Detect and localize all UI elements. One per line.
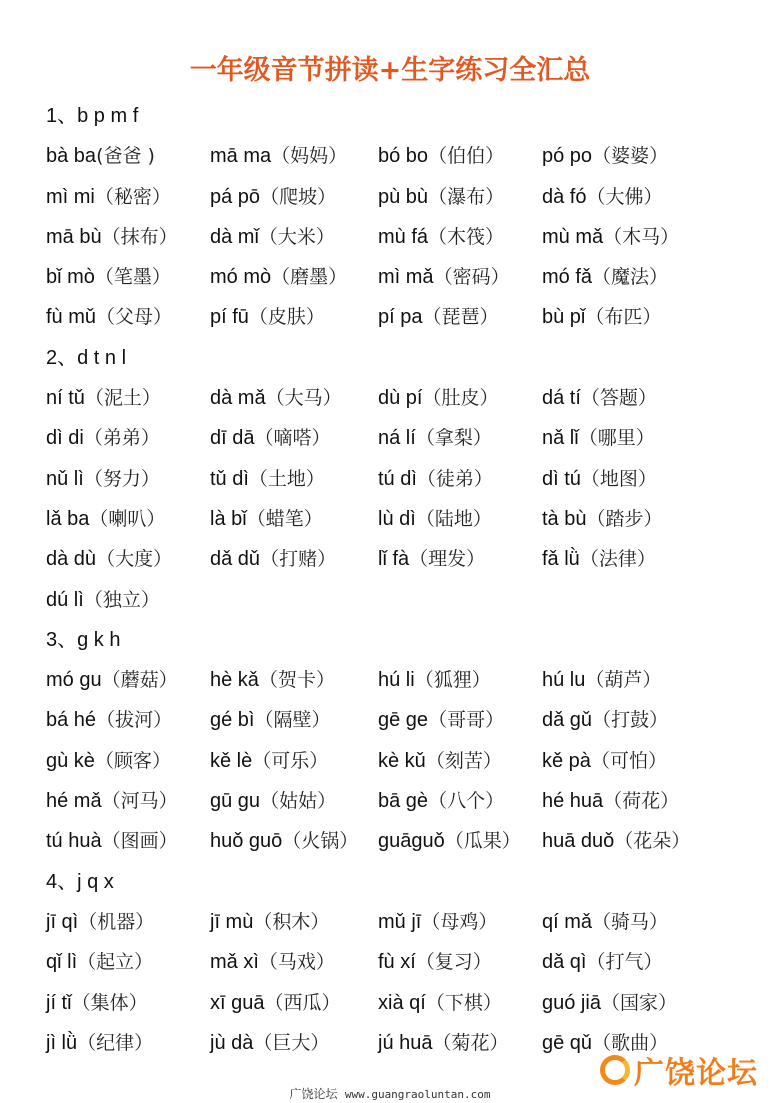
- pinyin: guāguǒ: [378, 830, 445, 853]
- word-entry: [378, 781, 504, 821]
- word-entry: [210, 136, 347, 176]
- pinyin: pí pa: [378, 306, 423, 329]
- word-entry: [46, 459, 160, 499]
- pinyin: gū gu: [210, 790, 261, 813]
- word-entry: [46, 257, 171, 297]
- pinyin: bá hé: [46, 709, 97, 732]
- characters: （隔壁）: [254, 709, 331, 732]
- word-entry: [542, 741, 667, 781]
- characters: （喇叭）: [89, 507, 166, 530]
- word-entry: [210, 257, 347, 297]
- pinyin: huǒ guō: [210, 830, 283, 853]
- word-row: [46, 257, 766, 297]
- pinyin: nǎ lǐ: [542, 427, 579, 450]
- pinyin: tà bù: [542, 507, 587, 530]
- characters: （瓜果）: [444, 830, 521, 853]
- pinyin: dǎ dǔ: [210, 548, 261, 571]
- pinyin: mó gu: [46, 669, 102, 692]
- word-entry: [46, 580, 160, 620]
- characters: （哥哥）: [428, 709, 505, 732]
- characters: （大度）: [96, 548, 173, 571]
- characters: （大马）: [265, 387, 342, 410]
- characters: （贺卡）: [258, 669, 335, 692]
- pinyin: xī guā: [210, 991, 265, 1014]
- pinyin: pù bù: [378, 185, 429, 208]
- pinyin: dà dù: [46, 548, 97, 571]
- word-entry: [378, 418, 492, 458]
- pinyin: tú dì: [378, 467, 417, 490]
- characters: （弟弟）: [83, 427, 160, 450]
- pinyin: dì di: [46, 427, 84, 450]
- word-entry: [378, 499, 492, 539]
- characters: （蘑菇）: [101, 669, 178, 692]
- pinyin: dī dā: [210, 427, 255, 450]
- characters: （拔河）: [96, 709, 173, 732]
- word-entry: [378, 700, 504, 740]
- word-entry: [378, 902, 497, 942]
- word-list: [46, 96, 766, 1063]
- characters: （复习）: [415, 951, 492, 974]
- pinyin: dú lì: [46, 588, 84, 611]
- word-entry: [210, 1023, 329, 1063]
- pinyin: mù fá: [378, 225, 429, 248]
- pinyin: dì tú: [542, 467, 581, 490]
- word-entry: [46, 983, 148, 1023]
- word-entry: [46, 297, 172, 337]
- characters: （抹布）: [101, 225, 178, 248]
- characters: （瀑布）: [428, 185, 505, 208]
- characters: （魔法）: [592, 266, 669, 289]
- word-row: [46, 942, 766, 982]
- word-row: [46, 902, 766, 942]
- characters: （巨大）: [253, 1031, 330, 1054]
- characters: （地图）: [580, 467, 657, 490]
- word-entry: [378, 459, 493, 499]
- characters: （八个）: [428, 790, 505, 813]
- word-row: [46, 217, 766, 257]
- pinyin: bà ba: [46, 145, 97, 168]
- word-row: [46, 136, 766, 176]
- word-row: [46, 177, 766, 217]
- characters: （打气）: [586, 951, 663, 974]
- pinyin: dǎ qì: [542, 951, 587, 974]
- characters: （伯伯）: [428, 145, 505, 168]
- pinyin: ní tǔ: [46, 387, 85, 410]
- word-entry: [46, 1023, 153, 1063]
- word-entry: [210, 821, 358, 861]
- word-entry: [210, 539, 336, 579]
- word-entry: [542, 297, 661, 337]
- characters: （母鸡）: [421, 910, 498, 933]
- word-entry: [542, 257, 668, 297]
- word-entry: [210, 217, 335, 257]
- characters: （菊花）: [432, 1031, 509, 1054]
- pinyin: bó bo: [378, 145, 429, 168]
- characters: （密码）: [433, 266, 510, 289]
- word-row: [46, 983, 766, 1023]
- word-entry: [46, 741, 171, 781]
- characters: （布匹）: [585, 306, 662, 329]
- word-entry: [210, 700, 331, 740]
- pinyin: hú li: [378, 669, 415, 692]
- pinyin: huā duǒ: [542, 830, 615, 853]
- word-entry: [210, 781, 336, 821]
- word-entry: [46, 177, 171, 217]
- characters: （打鼓）: [592, 709, 669, 732]
- pinyin: jī qì: [46, 910, 79, 933]
- word-entry: [542, 983, 677, 1023]
- characters: （可怕）: [590, 749, 667, 772]
- word-entry: [378, 257, 510, 297]
- word-entry: [378, 821, 521, 861]
- pinyin: jù dà: [210, 1031, 254, 1054]
- word-entry: [378, 660, 491, 700]
- page-title: 一年级音节拼读+生字练习全汇总: [189, 55, 591, 86]
- word-entry: [46, 660, 178, 700]
- word-entry: [378, 942, 492, 982]
- characters: （可乐）: [252, 749, 329, 772]
- word-entry: [378, 136, 504, 176]
- characters: （骑马）: [592, 910, 669, 933]
- characters: （马戏）: [258, 951, 335, 974]
- word-entry: [46, 136, 155, 176]
- characters: （大佛）: [586, 185, 663, 208]
- pinyin: mǔ jī: [378, 910, 422, 933]
- section-heading: 3、g k h: [46, 628, 121, 651]
- word-entry: [542, 136, 668, 176]
- word-entry: [378, 217, 504, 257]
- word-entry: [542, 781, 679, 821]
- characters: (爸爸 ): [96, 145, 155, 168]
- pinyin: jì lǜ: [46, 1031, 78, 1054]
- watermark-logo: [600, 1050, 758, 1090]
- word-entry: [46, 902, 154, 942]
- pinyin: lù dì: [378, 507, 416, 530]
- pinyin: mù mǎ: [542, 225, 604, 248]
- pinyin: mó mò: [210, 266, 272, 289]
- word-entry: [46, 700, 172, 740]
- characters: （理发）: [409, 548, 486, 571]
- word-entry: [542, 217, 679, 257]
- pinyin: fù xí: [378, 951, 416, 974]
- word-entry: [542, 378, 657, 418]
- pinyin: gù kè: [46, 749, 95, 772]
- characters: （拿梨）: [415, 427, 492, 450]
- characters: （陆地）: [415, 507, 492, 530]
- pinyin: lǐ fà: [378, 548, 410, 571]
- word-entry: [210, 660, 335, 700]
- pinyin: fǎ lǜ: [542, 548, 580, 571]
- pinyin: lǎ ba: [46, 507, 90, 530]
- pinyin: bù pǐ: [542, 306, 586, 329]
- word-entry: [46, 539, 172, 579]
- pinyin: dà mǐ: [210, 225, 259, 248]
- characters: （荷花）: [603, 790, 680, 813]
- word-entry: [542, 902, 668, 942]
- pinyin: pá pō: [210, 185, 261, 208]
- characters: （土地）: [248, 467, 325, 490]
- word-entry: [210, 378, 342, 418]
- characters: （刻苦）: [425, 749, 502, 772]
- word-entry: [542, 459, 657, 499]
- characters: （西瓜）: [264, 991, 341, 1014]
- characters: （纪律）: [77, 1031, 154, 1054]
- pinyin: pí fū: [210, 306, 249, 329]
- word-entry: [46, 418, 160, 458]
- word-entry: [378, 741, 502, 781]
- pinyin: qǐ lì: [46, 951, 78, 974]
- pinyin: dà mǎ: [210, 387, 266, 410]
- characters: （图画）: [101, 830, 178, 853]
- characters: （努力）: [83, 467, 160, 490]
- word-entry: [46, 942, 153, 982]
- characters: （起立）: [77, 951, 154, 974]
- characters: （肚皮）: [422, 387, 499, 410]
- word-row: [46, 580, 766, 620]
- word-entry: [210, 177, 336, 217]
- characters: （机器）: [78, 910, 155, 933]
- characters: （集体）: [71, 991, 148, 1014]
- characters: （打赌）: [260, 548, 337, 571]
- word-row: [46, 660, 766, 700]
- characters: （法律）: [579, 548, 656, 571]
- word-entry: [210, 418, 331, 458]
- characters: （木筏）: [428, 225, 505, 248]
- pinyin: dà fó: [542, 185, 587, 208]
- logo-text: 广饶论坛: [634, 1056, 758, 1091]
- pinyin: dǎ gǔ: [542, 709, 593, 732]
- characters: （泥土）: [84, 387, 161, 410]
- pinyin: jī mù: [210, 910, 254, 933]
- word-entry: [542, 499, 663, 539]
- pinyin: mā ma: [210, 145, 272, 168]
- pinyin: mó fǎ: [542, 266, 593, 289]
- footer-site: www.guangraoluntan.com: [344, 1088, 491, 1101]
- word-entry: [46, 499, 165, 539]
- characters: （踏步）: [586, 507, 663, 530]
- characters: （笔墨）: [94, 266, 171, 289]
- word-entry: [378, 177, 504, 217]
- characters: （妈妈）: [271, 145, 348, 168]
- word-entry: [46, 217, 178, 257]
- characters: （爬坡）: [260, 185, 337, 208]
- pinyin: hè kǎ: [210, 669, 259, 692]
- characters: （花朵）: [614, 830, 691, 853]
- pinyin: qí mǎ: [542, 910, 593, 933]
- characters: （木马）: [603, 225, 680, 248]
- characters: （嘀嗒）: [254, 427, 331, 450]
- pinyin: nǔ lì: [46, 467, 84, 490]
- characters: （大米）: [258, 225, 335, 248]
- word-entry: [46, 821, 178, 861]
- pinyin: tǔ dì: [210, 467, 249, 490]
- footer-name: 广饶论坛: [289, 1087, 338, 1101]
- pinyin: hú lu: [542, 669, 586, 692]
- pinyin: jú huā: [378, 1031, 433, 1054]
- characters: （皮肤）: [248, 306, 325, 329]
- characters: （蜡笔）: [246, 507, 323, 530]
- characters: （独立）: [83, 588, 160, 611]
- pinyin: fù mǔ: [46, 306, 97, 329]
- characters: （积木）: [253, 910, 330, 933]
- characters: （顾客）: [94, 749, 171, 772]
- section-heading: 2、d t n l: [46, 346, 127, 369]
- pinyin: mā bù: [46, 225, 102, 248]
- characters: （哪里）: [578, 427, 655, 450]
- pinyin: kě lè: [210, 749, 253, 772]
- word-entry: [542, 942, 663, 982]
- word-entry: [378, 1023, 509, 1063]
- characters: （火锅）: [282, 830, 359, 853]
- characters: （父母）: [96, 306, 173, 329]
- pinyin: tú huà: [46, 830, 102, 853]
- characters: （歌曲）: [592, 1031, 669, 1054]
- characters: （答题）: [580, 387, 657, 410]
- word-entry: [542, 700, 668, 740]
- word-entry: [46, 781, 178, 821]
- word-row: [46, 418, 766, 458]
- word-entry: [378, 539, 485, 579]
- pinyin: dá tí: [542, 387, 581, 410]
- pinyin: bǐ mò: [46, 266, 95, 289]
- word-row: [46, 741, 766, 781]
- pinyin: dù pí: [378, 387, 423, 410]
- pinyin: bā gè: [378, 790, 429, 813]
- word-entry: [210, 983, 341, 1023]
- pinyin: mì mi: [46, 185, 95, 208]
- word-row: [46, 499, 766, 539]
- pinyin: mǎ xì: [210, 951, 259, 974]
- word-row: [46, 459, 766, 499]
- pinyin: jí tǐ: [46, 991, 72, 1014]
- word-row: [46, 539, 766, 579]
- characters: （葫芦）: [585, 669, 662, 692]
- word-entry: [210, 459, 325, 499]
- pinyin: pó po: [542, 145, 593, 168]
- word-entry: [210, 297, 325, 337]
- characters: （秘密）: [94, 185, 171, 208]
- word-entry: [378, 378, 499, 418]
- word-entry: [46, 378, 161, 418]
- characters: （婆婆）: [592, 145, 669, 168]
- word-entry: [542, 177, 663, 217]
- pinyin: guó jiā: [542, 991, 601, 1014]
- characters: （下棋）: [425, 991, 502, 1014]
- characters: （磨墨）: [271, 266, 348, 289]
- word-entry: [542, 539, 656, 579]
- section-heading: 1、b p m f: [46, 105, 139, 127]
- pinyin: gē qǔ: [542, 1031, 593, 1054]
- pinyin: kě pà: [542, 749, 591, 772]
- word-entry: [210, 902, 329, 942]
- pinyin: gē ge: [378, 709, 429, 732]
- word-row: [46, 378, 766, 418]
- pinyin: hé mǎ: [46, 790, 102, 813]
- word-entry: [210, 741, 328, 781]
- characters: （徒弟）: [416, 467, 493, 490]
- characters: （狐狸）: [414, 669, 491, 692]
- word-entry: [210, 499, 323, 539]
- pinyin: gé bì: [210, 709, 255, 732]
- word-entry: [378, 983, 502, 1023]
- word-row: [46, 781, 766, 821]
- pinyin: kè kǔ: [378, 749, 426, 772]
- pinyin: ná lí: [378, 427, 416, 450]
- pinyin: mì mǎ: [378, 266, 434, 289]
- word-entry: [542, 418, 655, 458]
- word-entry: [210, 942, 335, 982]
- pinyin: xià qí: [378, 991, 426, 1014]
- word-row: [46, 821, 766, 861]
- word-entry: [378, 297, 499, 337]
- word-row: [46, 297, 766, 337]
- word-entry: [542, 660, 661, 700]
- characters: （国家）: [600, 991, 677, 1014]
- characters: （河马）: [101, 790, 178, 813]
- word-row: [46, 700, 766, 740]
- characters: （琵琶）: [422, 306, 499, 329]
- word-entry: [542, 821, 690, 861]
- logo-icon: [600, 1055, 630, 1085]
- characters: （姑姑）: [260, 790, 337, 813]
- section-heading: 4、j q x: [46, 870, 114, 893]
- pinyin: hé huā: [542, 790, 604, 813]
- pinyin: là bǐ: [210, 507, 247, 530]
